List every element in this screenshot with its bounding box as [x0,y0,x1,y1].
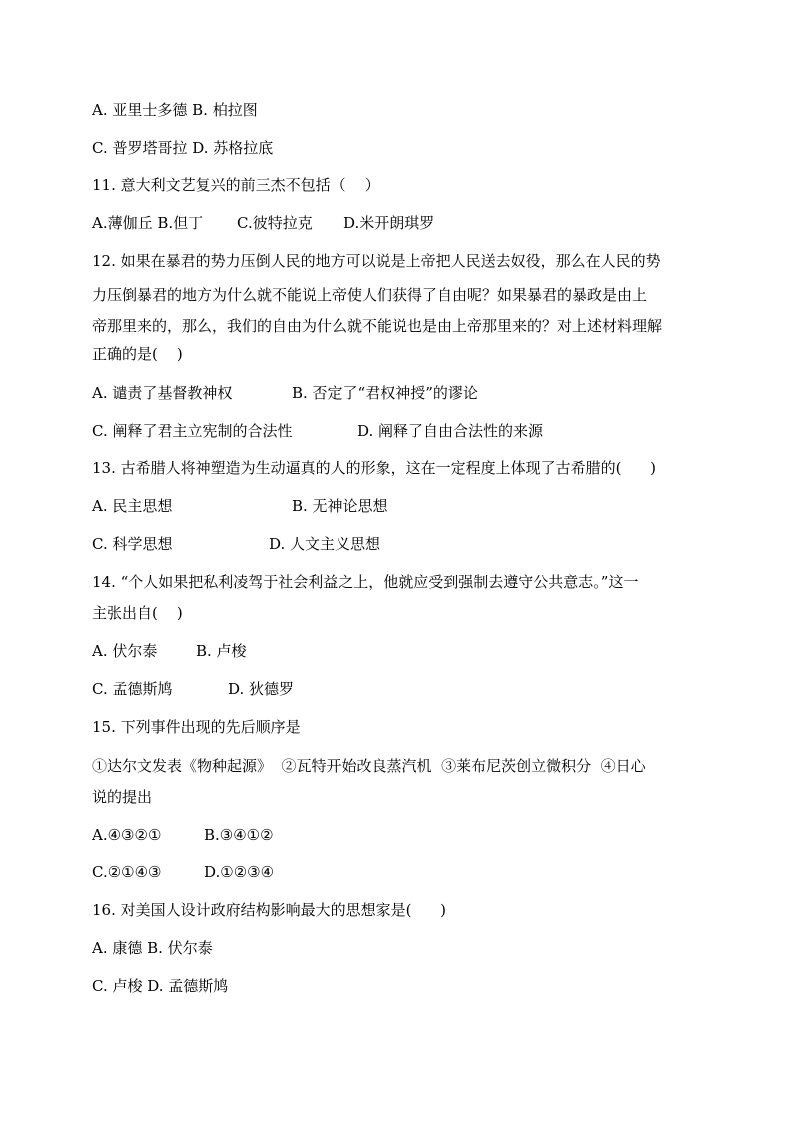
q12-option-d: D. 阐释了自由合法性的来源 [357,422,544,440]
q15-items-line-2: 说的提出 [92,788,153,806]
q11-stem: 11. 意大利文艺复兴的前三杰不包括（ ） [92,176,380,194]
q11-option-ab: A.薄伽丘 B.但丁 [92,214,204,232]
q11-option-d: D.米开朗琪罗 [343,214,435,232]
q15-stem: 15. 下列事件出现的先后顺序是 [92,718,301,736]
q16-option-ab: A. 康德 B. 伏尔泰 [92,939,213,957]
q15-option-d: D.①②③④ [204,863,275,881]
q10-option-cd: C. 普罗塔哥拉 D. 苏格拉底 [92,139,274,157]
q12-option-a: A. 谴责了基督教神权 [92,384,233,402]
q14-option-b: B. 卢梭 [196,642,247,660]
q16-option-cd: C. 卢梭 D. 孟德斯鸠 [92,977,229,995]
q14-option-c: C. 孟德斯鸠 [92,680,173,698]
q13-option-a: A. 民主思想 [92,497,173,515]
q10-option-ab: A. 亚里士多德 B. 柏拉图 [92,101,258,119]
q14-option-d: D. 狄德罗 [228,680,295,698]
q15-items-line-1: ①达尔文发表《物种起源》 ②瓦特开始改良蒸汽机 ③莱布尼茨创立微积分 ④日心 [92,757,646,775]
q12-stem-line-3: 帝那里来的，那么，我们的自由为什么就不能说也是由上帝那里来的？对上述材料理解 [92,317,663,335]
q15-option-b: B.③④①② [204,826,274,844]
q12-option-b: B. 否定了“君权神授”的谬论 [292,384,478,402]
q13-stem: 13. 古希腊人将神塑造为生动逼真的人的形象，这在一定程度上体现了古希腊的( ) [92,459,656,477]
q14-option-a: A. 伏尔泰 [92,642,158,660]
q12-stem-line-1: 12. 如果在暴君的势力压倒人民的地方可以说是上帝把人民送去奴役，那么在人民的势 [92,252,661,270]
q15-option-c: C.②①④③ [92,863,162,881]
q14-stem-line-2: 主张出自( ) [92,604,183,622]
q12-stem-line-2: 力压倒暴君的地方为什么就不能说上帝使人们获得了自由呢？如果暴君的暴政是由上 [92,286,648,304]
q13-option-d: D. 人文主义思想 [269,535,381,553]
q12-option-c: C. 阐释了君主立宪制的合法性 [92,422,293,440]
q13-option-b: B. 无神论思想 [292,497,388,515]
q12-stem-line-4: 正确的是( ) [92,345,183,363]
q11-option-c: C.彼特拉克 [237,214,313,232]
q13-option-c: C. 科学思想 [92,535,173,553]
q14-stem-line-1: 14. “个人如果把私利凌驾于社会利益之上，他就应受到强制去遵守公共意志。”这一 [92,573,639,591]
q15-option-a: A.④③②① [92,826,162,844]
q16-stem: 16. 对美国人设计政府结构影响最大的思想家是( ) [92,901,446,919]
